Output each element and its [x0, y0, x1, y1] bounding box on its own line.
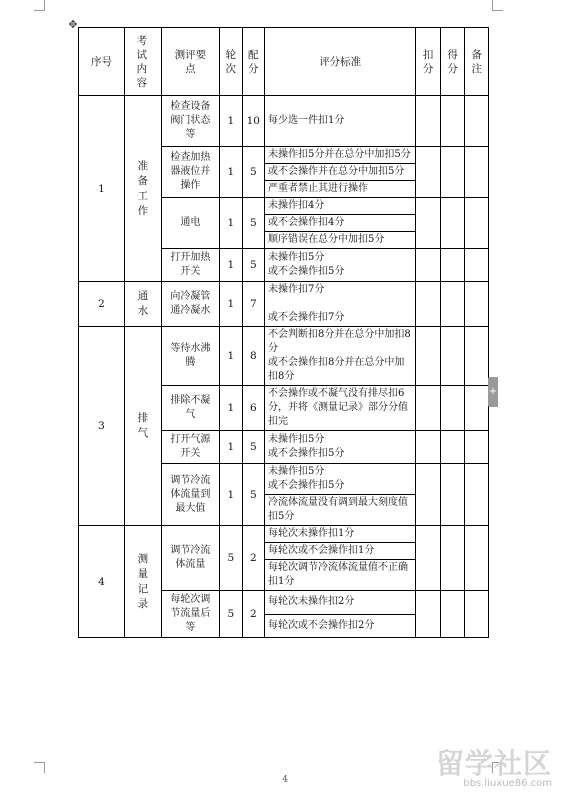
score-cell: 6 — [242, 386, 264, 431]
point-cell: 检查设备阀门状态等 — [161, 96, 219, 147]
criteria-cell: 每轮次或不会操作扣2分 — [265, 614, 416, 638]
criteria-cell: 不会判断扣8分并在总分中加扣8分 或不会操作扣8分并在总分中加扣8分 — [265, 327, 416, 386]
table-row — [79, 96, 489, 147]
scoring-table — [78, 27, 489, 638]
deduct-cell[interactable] — [416, 282, 441, 327]
group-seq-cell: 4 — [79, 526, 125, 638]
group-seq-cell: 1 — [79, 96, 125, 282]
point-cell: 打开气源开关 — [161, 431, 219, 464]
get-cell[interactable] — [440, 198, 465, 249]
get-cell[interactable] — [440, 386, 465, 431]
header-seq: 序号 — [79, 28, 125, 96]
get-cell[interactable] — [440, 526, 465, 591]
round-cell: 1 — [220, 198, 242, 249]
get-cell[interactable] — [440, 327, 465, 386]
header-get: 得分 — [440, 28, 465, 96]
round-cell: 1 — [220, 249, 242, 282]
score-cell: 10 — [242, 96, 264, 147]
note-cell[interactable] — [465, 327, 489, 386]
watermark-logo: 留学社区 — [435, 747, 552, 780]
score-cell: 5 — [242, 147, 264, 198]
header-standard: 评分标准 — [265, 28, 416, 96]
criteria-cell: 每轮次调节冷流体流量值不正确扣1分 — [265, 560, 416, 591]
criteria-cell: 严重者禁止其进行操作 — [265, 181, 416, 198]
point-cell: 检查加热器液位并操作 — [161, 147, 219, 198]
criteria-cell: 未操作扣7分 或不会操作扣7分 — [265, 282, 416, 327]
score-cell: 5 — [242, 198, 264, 249]
get-cell[interactable] — [440, 591, 465, 638]
score-cell: 2 — [242, 591, 264, 638]
note-cell[interactable] — [465, 591, 489, 638]
deduct-cell[interactable] — [416, 327, 441, 386]
round-cell: 1 — [220, 464, 242, 526]
round-cell: 1 — [220, 431, 242, 464]
note-cell[interactable] — [465, 464, 489, 526]
header-content: 考试内容 — [125, 28, 162, 96]
deduct-cell[interactable] — [416, 147, 441, 198]
table-row — [79, 526, 489, 543]
note-cell[interactable] — [465, 431, 489, 464]
point-cell: 排除不凝气 — [161, 386, 219, 431]
header-deduct: 扣分 — [416, 28, 441, 96]
point-cell: 调节冷流体流量 — [161, 526, 219, 591]
score-cell: 8 — [242, 327, 264, 386]
round-cell: 1 — [220, 96, 242, 147]
note-cell[interactable] — [465, 282, 489, 327]
deduct-cell[interactable] — [416, 591, 441, 638]
score-cell: 2 — [242, 526, 264, 591]
criteria-cell: 每轮次未操作扣2分 — [265, 591, 416, 615]
deduct-cell[interactable] — [416, 96, 441, 147]
round-cell: 1 — [220, 147, 242, 198]
page-number: 4 — [282, 775, 288, 785]
watermark — [436, 742, 552, 789]
note-cell[interactable] — [465, 249, 489, 282]
point-cell: 等待水沸腾 — [161, 327, 219, 386]
table-row — [79, 327, 489, 386]
point-cell: 每轮次调节流量后等 — [161, 591, 219, 638]
watermark-url: bbs.liuxue86.com — [463, 778, 552, 789]
header-note: 备注 — [465, 28, 489, 96]
criteria-cell: 冷流体流量没有调到最大刻度值扣5分 — [265, 495, 416, 526]
round-cell: 1 — [220, 282, 242, 327]
point-cell: 通电 — [161, 198, 219, 249]
note-cell[interactable] — [465, 96, 489, 147]
criteria-cell: 或不会操作并在总分中加扣5分 — [265, 164, 416, 181]
table-row — [79, 282, 489, 327]
note-cell[interactable] — [465, 526, 489, 591]
group-content-cell: 测量记录 — [125, 526, 162, 638]
criteria-cell: 不会操作或不凝气没有排尽扣6分，并将《测量记录》部分分值扣完 — [265, 386, 416, 431]
get-cell[interactable] — [440, 431, 465, 464]
criteria-cell: 顺序错误在总分中加扣5分 — [265, 232, 416, 249]
group-seq-cell: 2 — [79, 282, 125, 327]
group-seq-cell: 3 — [79, 327, 125, 526]
criteria-cell: 未操作扣5分 或不会操作扣5分 — [265, 249, 416, 282]
deduct-cell[interactable] — [416, 464, 441, 526]
criteria-cell: 未操作扣5分 或不会操作扣5分 — [265, 431, 416, 464]
note-cell[interactable] — [465, 386, 489, 431]
header-round: 轮次 — [220, 28, 242, 96]
crop-mark-top-right — [492, 0, 503, 11]
get-cell[interactable] — [440, 249, 465, 282]
side-expand-tab-icon[interactable]: + — [488, 377, 498, 407]
point-cell: 调节冷流体流量到最大值 — [161, 464, 219, 526]
table-move-handle-icon[interactable]: ✥ — [68, 18, 78, 31]
criteria-cell: 每轮次未操作扣1分 — [265, 526, 416, 543]
criteria-cell: 未操作扣4分 — [265, 198, 416, 215]
get-cell[interactable] — [440, 464, 465, 526]
group-content-cell: 排气 — [125, 327, 162, 526]
note-cell[interactable] — [465, 198, 489, 249]
score-cell: 7 — [242, 282, 264, 327]
deduct-cell[interactable] — [416, 386, 441, 431]
point-cell: 向冷凝管通冷凝水 — [161, 282, 219, 327]
score-cell: 5 — [242, 431, 264, 464]
point-cell: 打开加热开关 — [161, 249, 219, 282]
deduct-cell[interactable] — [416, 431, 441, 464]
criteria-cell: 未操作扣5分 或不会操作扣5分 — [265, 464, 416, 495]
header-row — [79, 28, 489, 96]
get-cell[interactable] — [440, 147, 465, 198]
round-cell: 1 — [220, 386, 242, 431]
round-cell: 1 — [220, 327, 242, 386]
note-cell[interactable] — [465, 147, 489, 198]
criteria-cell: 或不会操作扣4分 — [265, 215, 416, 232]
round-cell: 5 — [220, 526, 242, 591]
get-cell[interactable] — [440, 282, 465, 327]
group-content-cell: 通水 — [125, 282, 162, 327]
header-point: 测评要点 — [161, 28, 219, 96]
crop-mark-bottom-left — [34, 762, 45, 773]
deduct-cell[interactable] — [416, 249, 441, 282]
crop-mark-top-left — [34, 0, 45, 11]
deduct-cell[interactable] — [416, 198, 441, 249]
score-cell: 5 — [242, 249, 264, 282]
criteria-cell: 未操作扣5分并在总分中加扣5分 — [265, 147, 416, 164]
criteria-cell: 每轮次或不会操作扣1分 — [265, 543, 416, 560]
header-score: 配分 — [242, 28, 264, 96]
criteria-cell: 每少选一件扣1分 — [265, 96, 416, 147]
group-content-cell: 准备工作 — [125, 96, 162, 282]
score-cell: 5 — [242, 464, 264, 526]
deduct-cell[interactable] — [416, 526, 441, 591]
round-cell: 5 — [220, 591, 242, 638]
get-cell[interactable] — [440, 96, 465, 147]
